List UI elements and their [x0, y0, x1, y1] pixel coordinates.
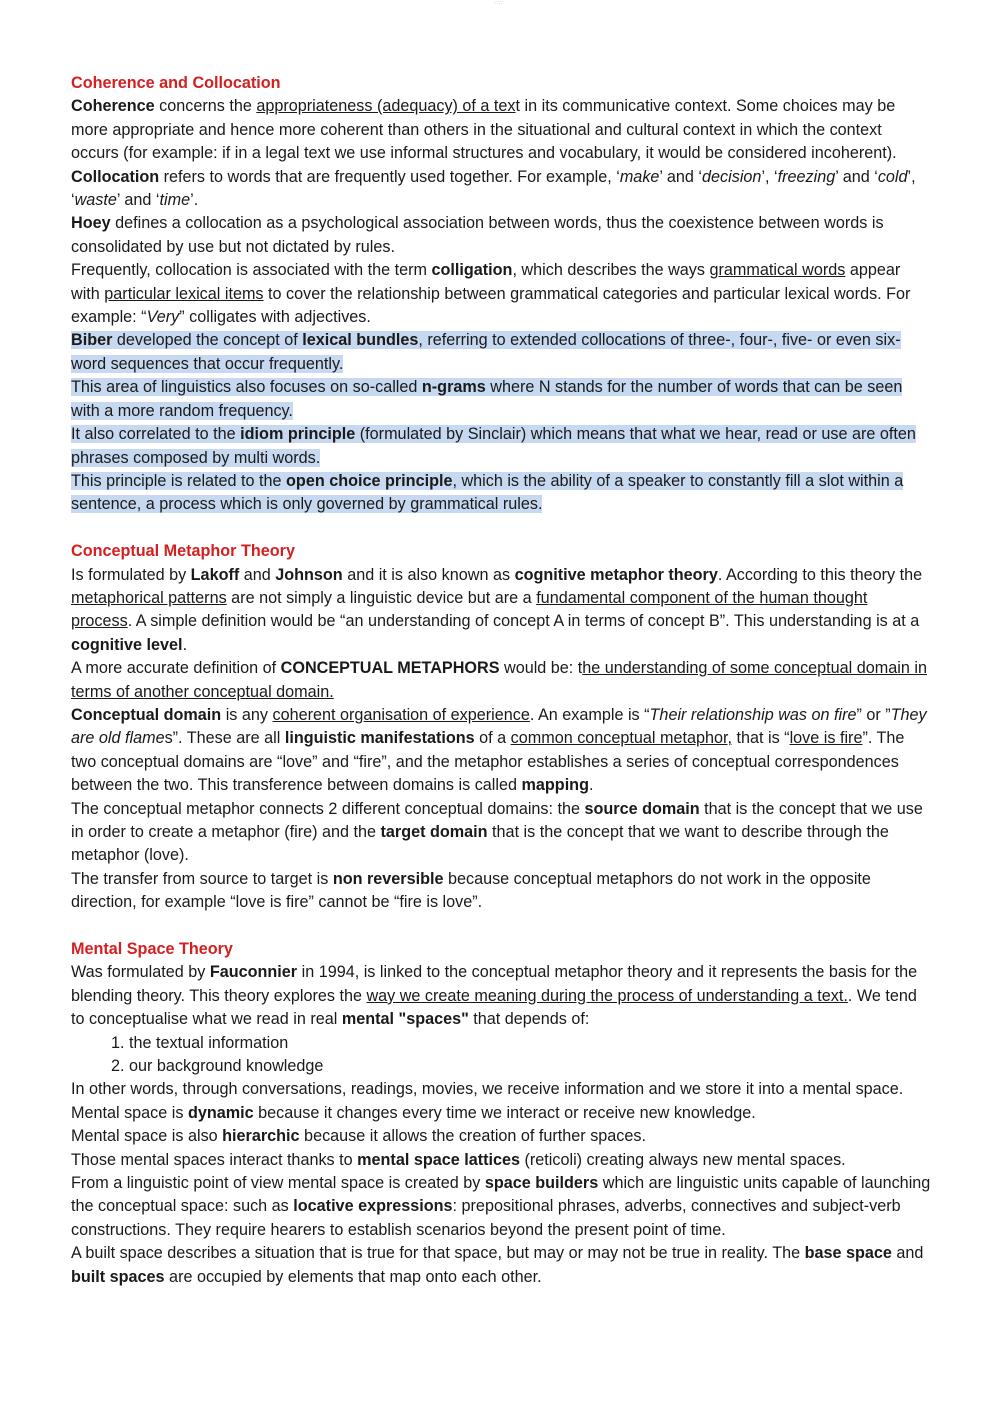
section-heading: Coherence and Collocation — [71, 74, 281, 92]
text: concerns the — [154, 97, 257, 116]
highlight — [71, 331, 901, 372]
text: ’, ‘ — [71, 167, 916, 210]
text: Is formulated by — [71, 565, 191, 584]
text: which are linguistic units capable of launching the conceptual space: such as — [71, 1174, 931, 1216]
paragraph-colligation — [71, 259, 931, 329]
bold-text: linguistic manifestations — [284, 729, 475, 748]
section-coherence — [71, 72, 931, 517]
italic-text: make — [619, 167, 660, 186]
bold-text: non reversible — [332, 869, 444, 888]
bold-text: hierarchic — [222, 1127, 300, 1146]
bold-text: mental space lattices — [357, 1150, 520, 1169]
section-mental-space — [71, 938, 931, 1289]
bold-text: target domain — [380, 822, 488, 841]
text: (reticoli) creating always new mental spaces. — [520, 1150, 846, 1169]
bold-text: open choice principle — [286, 471, 453, 490]
paragraph-source-target — [71, 798, 931, 868]
text: to cover the relationship between grammatical categories and particular lexical words. For example: “ — [71, 284, 911, 327]
text: defines a collocation as a psychological association between words, thus the coexistence between words is consolidated by use but not dictated by rules. — [71, 214, 884, 256]
paragraph-idiom-highlighted — [71, 423, 931, 470]
section-conceptual-metaphor — [71, 540, 931, 915]
text: ’. — [190, 191, 199, 210]
paragraph-space-builders — [71, 1172, 931, 1242]
text: that is the concept that we use in order to create a metaphor (fire) and the — [71, 799, 923, 841]
paragraph-fauconnier — [71, 961, 931, 1031]
text: The transfer from source to target is — [71, 869, 333, 888]
bold-text: locative expressions — [293, 1197, 453, 1216]
text: ’ and ‘ — [659, 167, 703, 186]
paragraph-non-reversible — [71, 868, 931, 915]
term: Biber — [71, 331, 113, 350]
paragraph-dynamic — [71, 1078, 931, 1125]
text: would be: t — [499, 659, 583, 678]
text: Mental space is also — [71, 1127, 223, 1146]
paragraph-built-space — [71, 1242, 931, 1289]
text: ” colligates with adjectives. — [179, 308, 371, 327]
paragraph-hoey — [71, 212, 931, 259]
text: In other words, through conversations, readings, movies, we receive information and we store it into a mental space. Mental space is — [71, 1080, 904, 1122]
underlined-text: appropriateness (adequacy) of a tex — [256, 97, 516, 116]
bold-text: cognitive level — [71, 635, 183, 654]
underlined-text: coherent organisation of experience — [272, 705, 530, 724]
page-header-mark: ∵∴∵ — [494, 0, 504, 6]
italic-text: freezing — [777, 167, 836, 186]
text: that is the concept that we want to describe through the metaphor (love). — [71, 822, 889, 865]
underlined-text: love is fire — [789, 729, 863, 748]
text: developed the concept of — [112, 331, 303, 350]
text: : prepositional phrases, adverbs, connectives and subject-verb constructions. They require hearers to establish scenarios beyond the present point of time. — [71, 1197, 901, 1239]
bold-text: lexical bundles — [302, 331, 419, 350]
text: and it is also known as — [342, 565, 515, 584]
text: (formulated by Sinclair) which means that what we hear, read or use are often phrases composed by multi words. — [71, 425, 916, 467]
text: ’, ‘ — [761, 167, 778, 186]
section-heading: Mental Space Theory — [71, 940, 233, 958]
text: Was formulated by — [71, 963, 210, 982]
text: that is “ — [732, 729, 790, 748]
text: because conceptual metaphors do not work in the opposite direction, for example “love is fire” cannot be “fire is love”. — [71, 869, 871, 912]
section-heading: Conceptual Metaphor Theory — [71, 542, 295, 561]
underlined-text: metaphorical patterns — [71, 588, 227, 607]
bold-text: Conceptual domain — [71, 705, 222, 724]
bold-text: mapping — [521, 776, 589, 795]
italic-text: decision — [702, 167, 762, 186]
text: , which is the ability of a speaker to constantly fill a slot within a sentence, a process which is only governed by grammatical rules. — [71, 471, 904, 514]
italic-text: Their relationship was on fire — [649, 705, 857, 724]
text: Frequently, collocation is associated with the term — [71, 261, 432, 280]
text: . According to this theory the — [717, 565, 923, 584]
text: are occupied by elements that map onto each other. — [164, 1267, 542, 1286]
text: t in its communicative context. Some choices may be more appropriate and hence more coherent than others in the situational and cultural context in which the context occurs (for example: if in a legal text we use informal structures and vocabulary, it would be considered incoherent). — [71, 97, 897, 163]
text: ”. The two conceptual domains are “love” and “fire”, and the metaphor establishes a series of conceptual correspondences between the two. This transference between domains is called — [71, 729, 905, 795]
italic-text: cold — [877, 167, 908, 186]
italic-text: They are old flame — [71, 705, 927, 748]
text: in 1994, is linked to the conceptual metaphor theory and it represents the basis for the blending theory. This theory explores the — [71, 963, 918, 1005]
text: , referring to extended collocations of three-, four-, five- or even six-word sequences that occur frequently. — [71, 331, 901, 373]
highlight — [71, 472, 903, 513]
paragraph-hierarchic — [71, 1125, 931, 1148]
bold-text: Lakoff — [190, 565, 240, 584]
bold-text: CONCEPTUAL METAPHORS — [280, 659, 500, 678]
bold-text: Fauconnier — [209, 963, 298, 982]
numbered-list — [71, 1032, 931, 1079]
text: The conceptual metaphor connects 2 different conceptual domains: the — [71, 799, 585, 818]
underlined-text: way we create meaning during the process of understanding a text. — [366, 986, 848, 1005]
bold-text: idiom principle — [240, 425, 356, 444]
list-item: 2. our background knowledge — [129, 1055, 931, 1078]
underlined-text: fundamental component of the human thought process — [71, 588, 868, 631]
bold-text: Johnson — [275, 565, 343, 584]
text: . — [182, 635, 188, 654]
text: refers to words that are frequently used together. For example, ‘ — [159, 167, 620, 186]
text: are not simply a linguistic device but are a — [226, 588, 537, 607]
bold-text: dynamic — [187, 1103, 254, 1122]
bold-text: n-grams — [421, 378, 486, 397]
underlined-text: he understanding of some conceptual domain in terms of another conceptual domain. — [71, 659, 927, 701]
paragraph-lakoff — [71, 564, 931, 658]
underlined-text: grammatical words — [709, 261, 846, 280]
italic-text: time — [159, 191, 191, 210]
text: . An example is “ — [529, 705, 650, 724]
text: This area of linguistics also focuses on so-called — [71, 378, 422, 397]
text: ’ and ‘ — [835, 167, 878, 186]
paragraph-biber-highlighted — [71, 329, 931, 376]
text: Those mental spaces interact thanks to — [71, 1150, 358, 1169]
bold-text: source domain — [584, 799, 700, 818]
text: appear with — [71, 261, 901, 303]
paragraph-coherence — [71, 95, 931, 165]
bold-text: mental "spaces" — [341, 1010, 469, 1029]
list-item: 1. the textual information — [129, 1032, 931, 1055]
text: This principle is related to the — [71, 471, 287, 490]
text: of a — [474, 729, 511, 748]
text: From a linguistic point of view mental space is created by — [71, 1174, 485, 1193]
bold-text: built spaces — [71, 1267, 165, 1286]
text: that depends of: — [468, 1010, 590, 1029]
italic-text: waste — [74, 191, 117, 210]
paragraph-lattices — [71, 1149, 931, 1172]
paragraph-ngrams-highlighted — [71, 376, 931, 423]
term: Coherence — [71, 97, 155, 116]
highlight — [71, 425, 916, 466]
text: is any — [221, 705, 273, 724]
paragraph-open-choice-highlighted — [71, 470, 931, 517]
paragraph-conceptual-domain — [71, 704, 931, 798]
text: and — [239, 565, 276, 584]
text: It also correlated to the — [71, 425, 241, 444]
paragraph-accurate-definition — [71, 657, 931, 704]
text: ” or ” — [856, 705, 891, 724]
text: s”. These are all — [164, 729, 285, 748]
text: because it changes every time we interact or receive new knowledge. — [253, 1103, 756, 1122]
italic-text: Very — [146, 308, 180, 327]
text: where N stands for the number of words that can be seen with a more random frequency. — [71, 378, 903, 420]
bold-text: space builders — [484, 1174, 599, 1193]
text: . A simple definition would be “an understanding of concept A in terms of concept B”. This understanding is at a — [127, 612, 920, 631]
text: ’ and ‘ — [116, 191, 160, 210]
text: , which describes the ways — [512, 261, 710, 280]
text: A more accurate definition of — [71, 659, 281, 678]
underlined-text: particular lexical items — [104, 284, 264, 303]
highlight — [71, 378, 902, 419]
term: Collocation — [71, 167, 160, 186]
term: Hoey — [71, 214, 111, 233]
underlined-text: common conceptual metaphor, — [510, 729, 732, 748]
text: A built space describes a situation that is true for that space, but may or may not be true in reality. The — [71, 1244, 805, 1263]
paragraph-collocation — [71, 166, 931, 213]
text: and — [891, 1244, 924, 1263]
text: . We tend to conceptualise what we read in real — [71, 986, 917, 1029]
bold-text: cognitive metaphor theory — [514, 565, 718, 584]
text: because it allows the creation of further spaces. — [299, 1127, 646, 1146]
text: . — [588, 776, 594, 795]
bold-text: base space — [804, 1244, 892, 1263]
bold-text: colligation — [431, 261, 513, 280]
document-page — [71, 72, 931, 1289]
